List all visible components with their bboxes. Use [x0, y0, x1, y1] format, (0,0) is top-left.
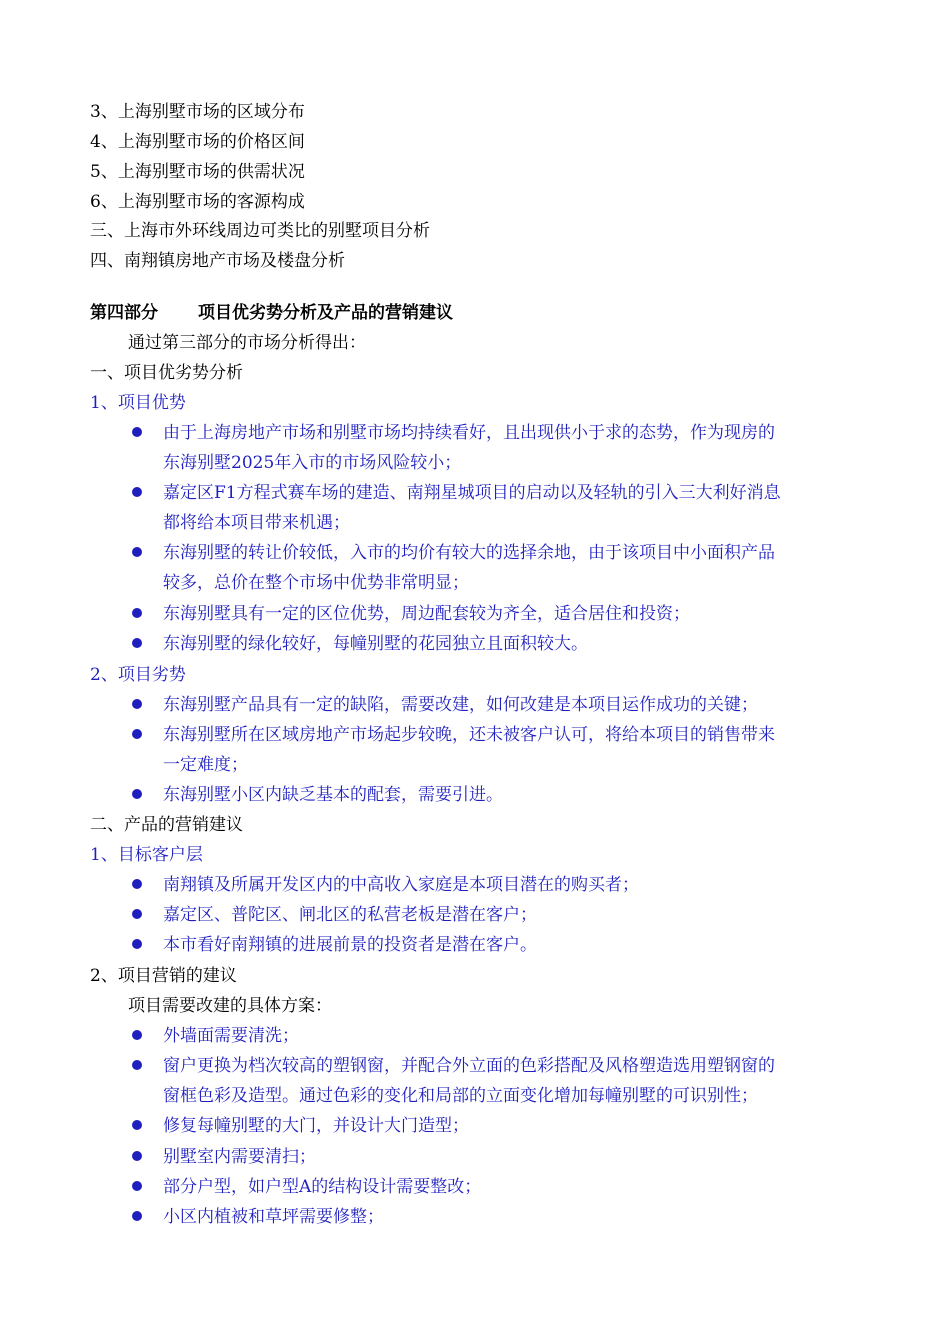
bullet-icon [132, 1030, 142, 1040]
bullet-text: 较多，总价在整个市场中优势非常明显； [163, 573, 469, 593]
bullet-text: 窗户更换为档次较高的塑钢窗，并配合外立面的色彩搭配及风格塑造选用塑钢窗的 [163, 1056, 775, 1076]
bullet-icon [132, 608, 142, 618]
section-number: 第四部分 [90, 303, 158, 323]
bullet-icon [132, 427, 142, 437]
toc-item: 4、上海别墅市场的价格区间 [90, 132, 305, 152]
bullet-text: 南翔镇及所属开发区内的中高收入家庭是本项目潜在的购买者； [163, 875, 639, 895]
bullet-text: 东海别墅具有一定的区位优势，周边配套较为齐全，适合居住和投资； [163, 604, 690, 624]
subsection-heading: 2、项目营销的建议 [90, 966, 237, 986]
bullet-icon [132, 789, 142, 799]
bullet-icon [132, 699, 142, 709]
bullet-text: 修复每幢别墅的大门，并设计大门造型； [163, 1116, 469, 1136]
bullet-text: 东海别墅所在区域房地产市场起步较晚，还未被客户认可，将给本项目的销售带来 [163, 725, 775, 745]
bullet-text: 东海别墅的绿化较好，每幢别墅的花园独立且面积较大。 [163, 634, 588, 654]
bullet-text: 部分户型，如户型A的结构设计需要整改； [163, 1177, 482, 1197]
bullet-icon [132, 1060, 142, 1070]
bullet-icon [132, 939, 142, 949]
item-heading: 1、项目优势 [90, 393, 186, 413]
bullet-icon [132, 487, 142, 497]
bullet-icon [132, 729, 142, 739]
bullet-text: 东海别墅2025年入市的市场风险较小； [163, 453, 462, 473]
bullet-text: 由于上海房地产市场和别墅市场均持续看好，且出现供小于求的态势，作为现房的 [163, 423, 775, 443]
toc-item: 3、上海别墅市场的区域分布 [90, 102, 305, 122]
subsection-heading: 二、产品的营销建议 [90, 815, 243, 835]
bullet-text: 都将给本项目带来机遇； [163, 513, 350, 533]
bullet-text: 外墙面需要清洗； [163, 1026, 299, 1046]
bullet-text: 本市看好南翔镇的进展前景的投资者是潜在客户。 [163, 935, 537, 955]
bullet-text: 嘉定区、普陀区、闸北区的私营老板是潜在客户； [163, 905, 537, 925]
bullet-text: 别墅室内需要清扫； [163, 1147, 316, 1167]
bullet-icon [132, 638, 142, 648]
bullet-icon [132, 1181, 142, 1191]
toc-item: 四、南翔镇房地产市场及楼盘分析 [90, 251, 345, 271]
section-title: 项目优劣势分析及产品的营销建议 [198, 303, 453, 323]
bullet-text: 窗框色彩及造型。通过色彩的变化和局部的立面变化增加每幢别墅的可识别性； [163, 1086, 758, 1106]
bullet-icon [132, 1120, 142, 1130]
toc-item: 5、上海别墅市场的供需状况 [90, 162, 305, 182]
bullet-text: 东海别墅的转让价较低，入市的均价有较大的选择余地，由于该项目中小面积产品 [163, 543, 775, 563]
bullet-icon [132, 909, 142, 919]
bullet-text: 嘉定区F1方程式赛车场的建造、南翔星城项目的启动以及轻轨的引入三大利好消息 [163, 483, 781, 503]
intro-paragraph: 通过第三部分的市场分析得出： [128, 333, 366, 353]
bullet-icon [132, 879, 142, 889]
bullet-icon [132, 547, 142, 557]
bullet-text: 东海别墅小区内缺乏基本的配套，需要引进。 [163, 785, 503, 805]
toc-item: 三、上海市外环线周边可类比的别墅项目分析 [90, 221, 430, 241]
bullet-text: 一定难度； [163, 755, 248, 775]
toc-item: 6、上海别墅市场的客源构成 [90, 192, 305, 212]
item-heading: 1、目标客户层 [90, 845, 203, 865]
item-heading: 2、项目劣势 [90, 665, 186, 685]
bullet-icon [132, 1151, 142, 1161]
intro-paragraph: 项目需要改建的具体方案： [128, 996, 332, 1016]
bullet-icon [132, 1211, 142, 1221]
bullet-text: 东海别墅产品具有一定的缺陷，需要改建，如何改建是本项目运作成功的关键； [163, 695, 758, 715]
section-heading [90, 301, 453, 325]
bullet-text: 小区内植被和草坪需要修整； [163, 1207, 384, 1227]
subsection-heading: 一、项目优劣势分析 [90, 363, 243, 383]
